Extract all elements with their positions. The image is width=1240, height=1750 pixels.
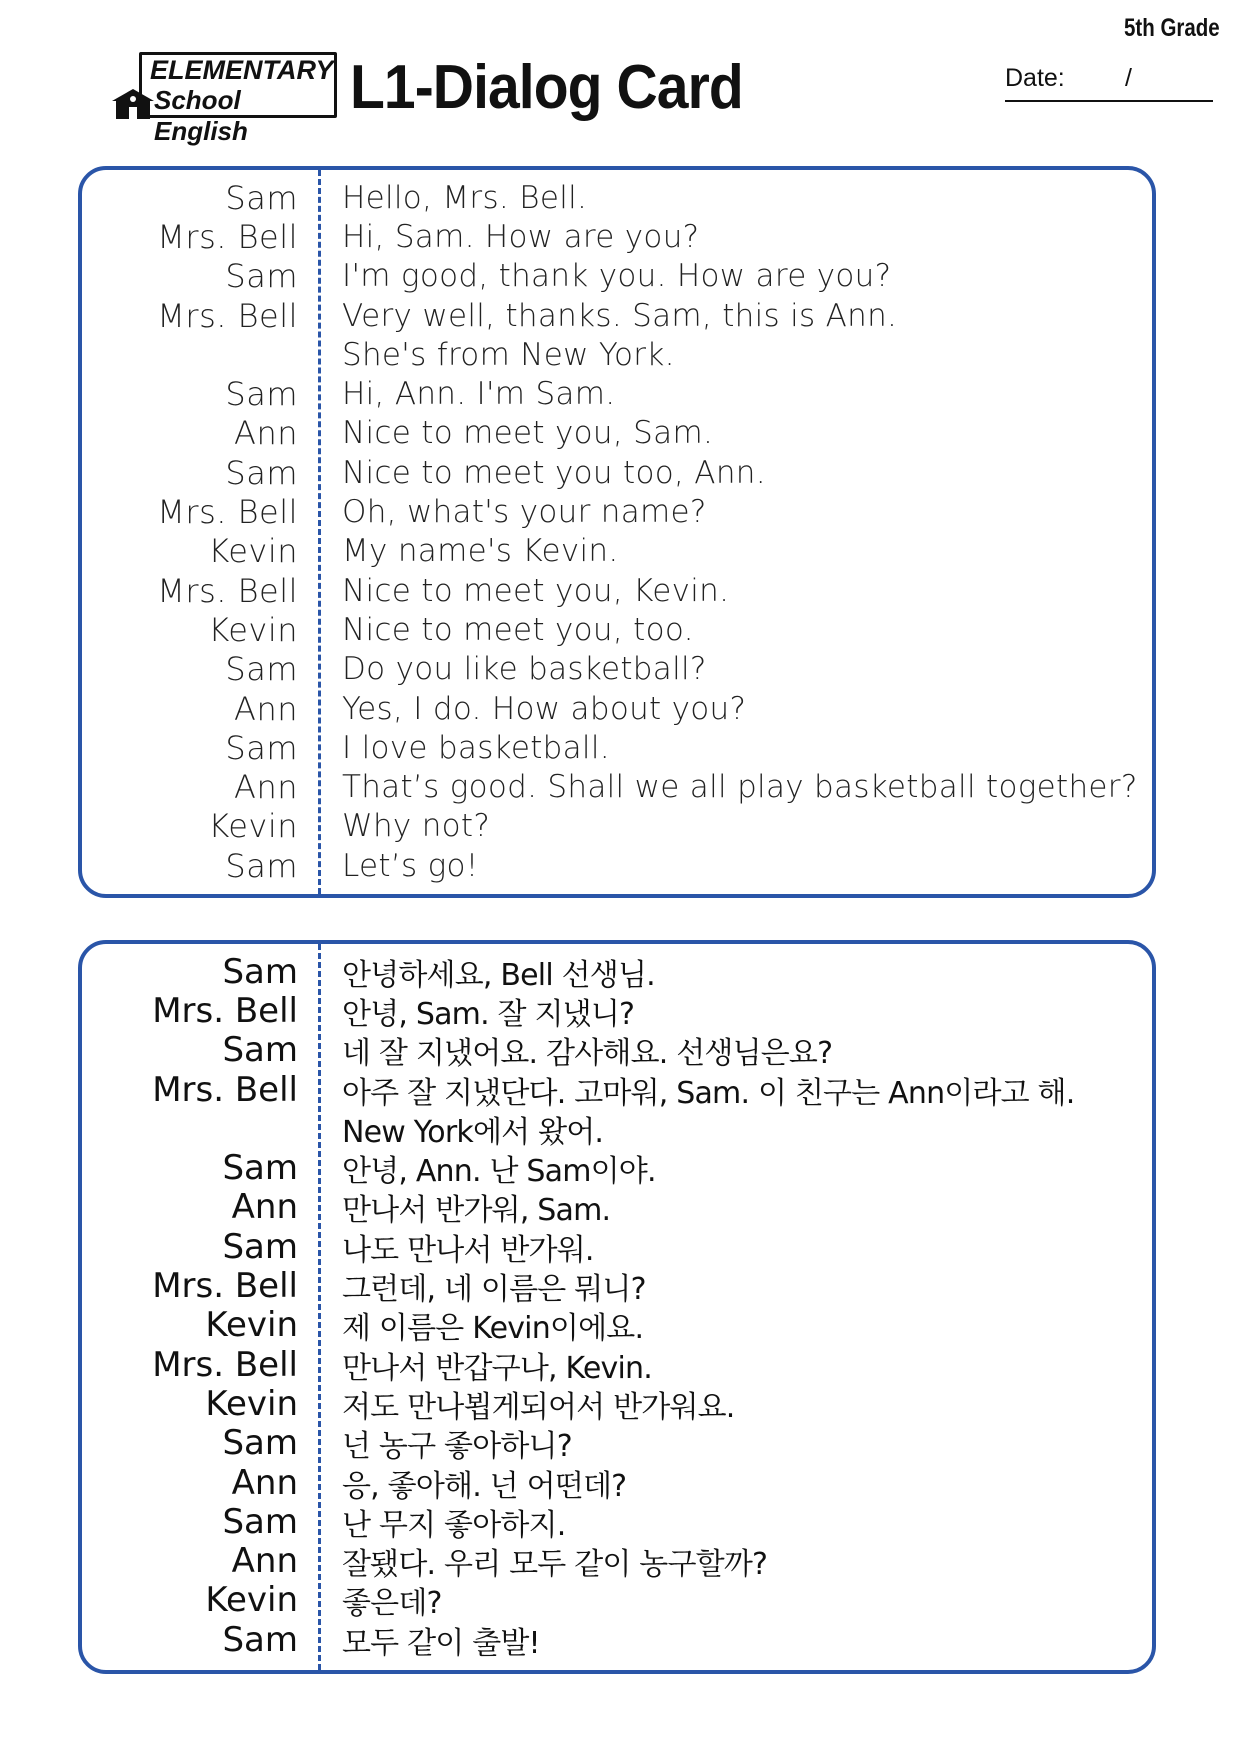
dialog-row bbox=[82, 1541, 1152, 1583]
speaker-name: Sam bbox=[225, 650, 298, 689]
dialog-row bbox=[82, 952, 1152, 991]
dialog-line: 좋은데? bbox=[342, 1586, 442, 1622]
dialog-row bbox=[82, 767, 1152, 806]
speaker-name: Ann bbox=[231, 1462, 298, 1503]
dialog-line: 안녕하세요, Bell 선생님. bbox=[342, 957, 655, 993]
date-field[interactable] bbox=[1005, 60, 1213, 102]
dialog-line: 만나서 반가워, Sam. bbox=[342, 1193, 611, 1229]
dialog-line: Hi, Sam. How are you? bbox=[342, 218, 700, 255]
dialog-row bbox=[82, 1109, 1152, 1148]
dialog-line: I love basketball. bbox=[342, 729, 610, 766]
dialog-line: 넌 농구 좋아하니? bbox=[342, 1429, 572, 1465]
speaker-name: Sam bbox=[222, 1148, 298, 1189]
dialog-line: Why not? bbox=[342, 808, 491, 845]
dialog-row bbox=[82, 453, 1152, 492]
speaker-name: Sam bbox=[222, 1226, 298, 1267]
dialog-row bbox=[82, 532, 1152, 571]
dialog-row bbox=[82, 1227, 1152, 1266]
speaker-name: Kevin bbox=[208, 807, 298, 846]
speaker-name: Kevin bbox=[205, 1305, 298, 1346]
speaker-name: Ann bbox=[234, 768, 298, 807]
logo-line-elementary: ELEMENTARY bbox=[150, 55, 334, 85]
speaker-name: Mrs. Bell bbox=[157, 493, 298, 532]
dialog-line: New York에서 왔어. bbox=[342, 1114, 604, 1150]
dialog-line: Nice to meet you, Sam. bbox=[342, 415, 714, 452]
dialog-row bbox=[82, 374, 1152, 413]
elementary-school-english-logo bbox=[112, 49, 340, 146]
dialog-row bbox=[82, 571, 1152, 610]
dialog-row bbox=[82, 1188, 1152, 1227]
speaker-name: Sam bbox=[222, 1030, 298, 1071]
speaker-name: Sam bbox=[225, 846, 298, 885]
dialog-row bbox=[82, 178, 1152, 217]
dialog-line: 만나서 반갑구나, Kevin. bbox=[342, 1350, 652, 1386]
dialog-row bbox=[82, 1031, 1152, 1070]
speaker-name: Kevin bbox=[208, 610, 298, 649]
dialog-row bbox=[82, 1345, 1152, 1384]
dialog-row bbox=[82, 846, 1152, 885]
dialog-row bbox=[82, 257, 1152, 296]
speaker-name: Sam bbox=[222, 1501, 298, 1542]
dialog-line: I'm good, thank you. How are you? bbox=[342, 258, 892, 295]
dialog-line: Hi, Ann. I'm Sam. bbox=[342, 376, 616, 413]
speaker-name: Mrs. Bell bbox=[152, 1069, 298, 1110]
dialog-line: 난 무지 좋아하지. bbox=[342, 1507, 566, 1543]
dialog-row bbox=[82, 991, 1152, 1030]
dialog-row bbox=[82, 1384, 1152, 1423]
dialog-line: 나도 만나서 반가워. bbox=[342, 1232, 594, 1268]
speaker-name: Ann bbox=[231, 1541, 298, 1582]
speaker-name: Mrs. Bell bbox=[152, 1266, 298, 1307]
korean-dialog-rows bbox=[82, 952, 1152, 1659]
speaker-name: Sam bbox=[225, 453, 298, 492]
dialog-line: 안녕, Ann. 난 Sam이야. bbox=[342, 1154, 656, 1190]
dialog-line: Oh, what's your name? bbox=[342, 494, 707, 531]
dialog-line: 모두 같이 출발! bbox=[342, 1625, 540, 1661]
dialog-line: Nice to meet you too, Ann. bbox=[342, 454, 766, 491]
speaker-name: Mrs. Bell bbox=[157, 217, 298, 256]
dialog-line: 아주 잘 지냈단다. 고마워, Sam. 이 친구는 Ann이라고 해. bbox=[342, 1075, 1075, 1111]
dialog-line: Very well, thanks. Sam, this is Ann. bbox=[342, 297, 898, 334]
dialog-row bbox=[82, 1581, 1152, 1620]
speaker-name: Mrs. Bell bbox=[152, 990, 298, 1031]
dialog-row bbox=[82, 1424, 1152, 1463]
dialog-line: 안녕, Sam. 잘 지냈니? bbox=[342, 996, 635, 1032]
dialog-line: 네 잘 지냈어요. 감사해요. 선생님은요? bbox=[342, 1036, 833, 1072]
dialog-row bbox=[82, 1070, 1152, 1109]
dialog-row bbox=[82, 296, 1152, 335]
speaker-name: Sam bbox=[222, 951, 298, 992]
speaker-name: Sam bbox=[225, 178, 298, 217]
dialog-line: 제 이름은 Kevin이에요. bbox=[342, 1311, 644, 1347]
dialog-row bbox=[82, 1502, 1152, 1541]
speaker-name: Kevin bbox=[208, 532, 298, 571]
speaker-name: Mrs. Bell bbox=[152, 1344, 298, 1385]
speaker-name: Sam bbox=[225, 375, 298, 414]
dialog-line: Hello, Mrs. Bell. bbox=[342, 179, 588, 216]
dialog-row bbox=[82, 1148, 1152, 1190]
dialog-line: 그런데, 네 이름은 뭐니? bbox=[342, 1272, 646, 1308]
dialog-line: Let’s go! bbox=[342, 847, 479, 884]
dialog-line: Nice to meet you, Kevin. bbox=[342, 572, 730, 609]
date-separator: / bbox=[1125, 64, 1132, 92]
dialog-row bbox=[82, 414, 1152, 453]
dialog-line: My name's Kevin. bbox=[342, 533, 619, 570]
date-label: Date: bbox=[1005, 64, 1065, 92]
speaker-name: Ann bbox=[234, 414, 298, 453]
logo-line-school-english: School English bbox=[154, 85, 248, 146]
dialog-row bbox=[82, 492, 1152, 531]
page-title: L1-Dialog Card bbox=[350, 53, 743, 122]
speaker-name: Sam bbox=[225, 257, 298, 296]
dialog-row bbox=[82, 1463, 1152, 1502]
dialog-row bbox=[82, 650, 1152, 689]
dialog-line: 응, 좋아해. 넌 어떤데? bbox=[342, 1468, 627, 1504]
dialog-row bbox=[82, 1266, 1152, 1308]
grade-label: 5th Grade bbox=[1124, 14, 1220, 42]
dialog-row bbox=[82, 610, 1152, 649]
dialog-row bbox=[82, 728, 1152, 767]
korean-dialog-panel bbox=[78, 940, 1156, 1674]
dialog-row bbox=[82, 807, 1152, 846]
dialog-row bbox=[82, 335, 1152, 374]
dialog-line: 잘됐다. 우리 모두 같이 농구할까? bbox=[342, 1547, 768, 1583]
dialog-line: Yes, I do. How about you? bbox=[342, 690, 747, 727]
speaker-name: Mrs. Bell bbox=[157, 296, 298, 335]
dialog-row bbox=[82, 1620, 1152, 1659]
english-dialog-panel bbox=[78, 166, 1156, 898]
dialog-row bbox=[82, 1306, 1152, 1345]
dialog-line: 저도 만나뵙게되어서 반가워요. bbox=[342, 1389, 735, 1425]
speaker-name: Ann bbox=[234, 689, 298, 728]
speaker-name: Sam bbox=[222, 1423, 298, 1464]
speaker-name: Mrs. Bell bbox=[157, 571, 298, 610]
speaker-name: Sam bbox=[225, 728, 298, 767]
dialog-line: That’s good. Shall we all play basketball together? bbox=[342, 769, 1138, 806]
dialog-line: Do you like basketball? bbox=[342, 651, 707, 688]
speaker-name: Kevin bbox=[205, 1383, 298, 1424]
english-dialog-rows bbox=[82, 178, 1152, 885]
dialog-line: She's from New York. bbox=[342, 336, 675, 373]
dialog-line: Nice to meet you, too. bbox=[342, 611, 694, 648]
speaker-name: Ann bbox=[231, 1187, 298, 1228]
speaker-name: Kevin bbox=[205, 1580, 298, 1621]
speaker-name: Sam bbox=[222, 1619, 298, 1660]
dialog-row bbox=[82, 689, 1152, 728]
dialog-row bbox=[82, 217, 1152, 256]
